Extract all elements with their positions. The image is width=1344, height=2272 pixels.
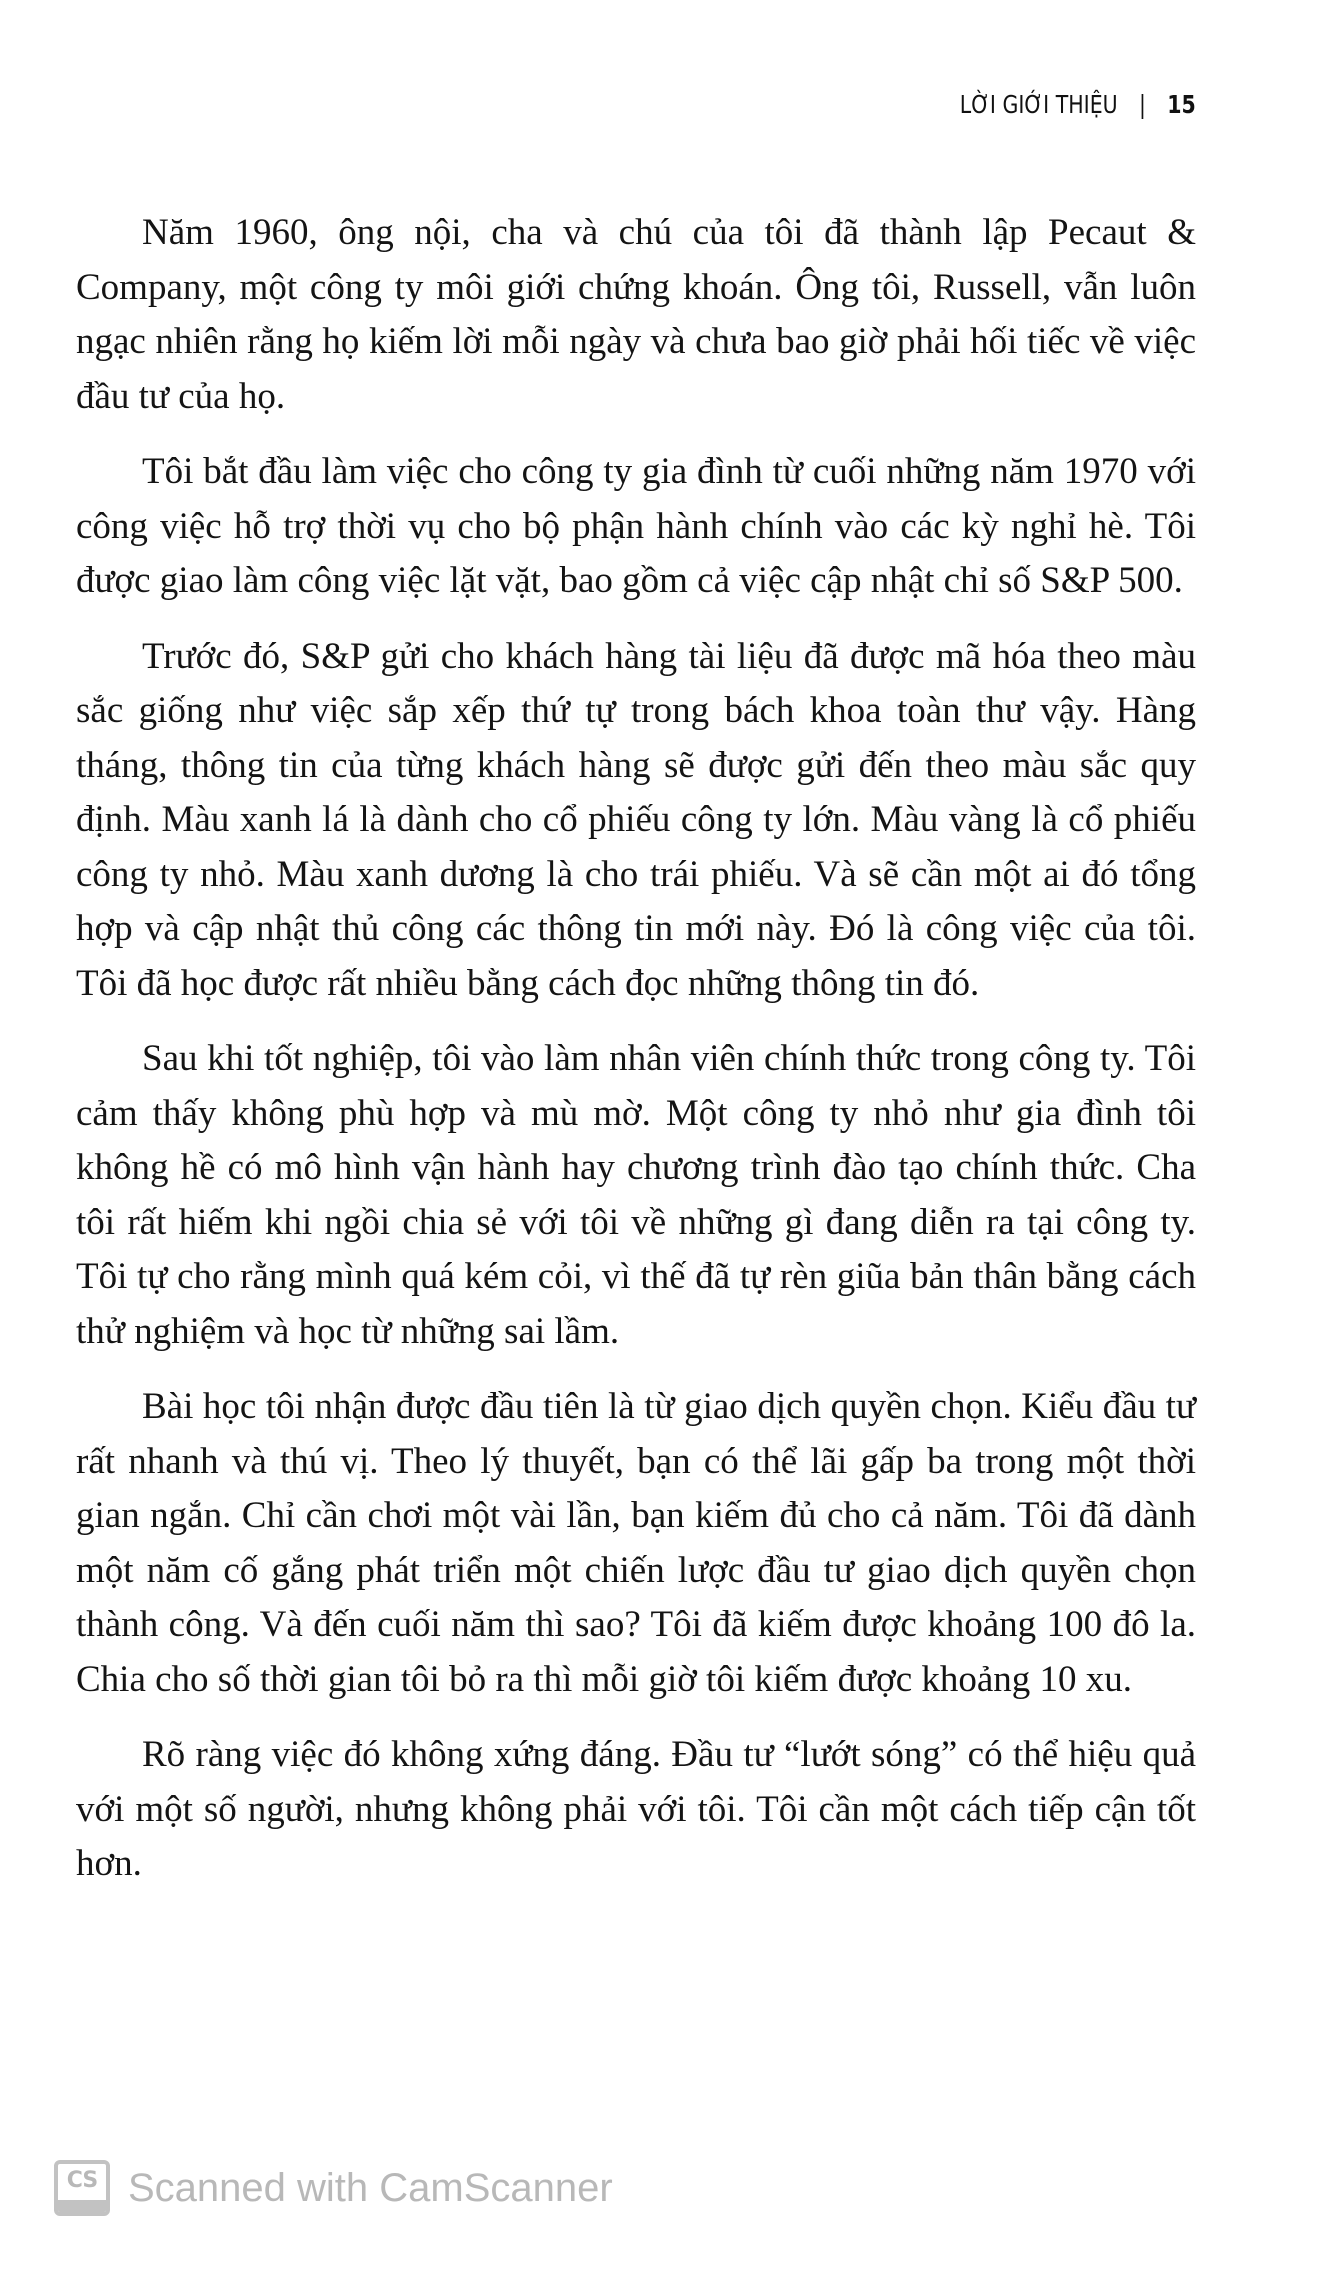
section-title: LỜI GIỚI THIỆU xyxy=(960,90,1118,119)
logo-text: CS xyxy=(66,2168,98,2193)
paragraph: Sau khi tốt nghiệp, tôi vào làm nhân viên chính thức trong công ty. Tôi cảm thấy không phù hợp và mù mờ. Một công ty nhỏ như gia đình tôi không hề có mô hình vận hành hay chương trình đào tạo chính thức. Cha tôi rất hiếm khi ngồi chia sẻ với tôi về những gì đang diễn ra tại công ty. Tôi tự cho rằng mình quá kém cỏi, vì thế đã tự rèn giũa bản thân bằng cách thử nghiệm và học từ những sai lầm. xyxy=(76,1038,1196,1352)
watermark-text: Scanned with CamScanner xyxy=(128,2165,613,2210)
paragraph: Rõ ràng việc đó không xứng đáng. Đầu tư “lướt sóng” có thể hiệu quả với một số người, nhưng không phải với tôi. Tôi cần một cách tiếp cận tốt hơn. xyxy=(76,1734,1196,1884)
logo-bar xyxy=(58,2200,106,2212)
paragraph: Bài học tôi nhận được đầu tiên là từ giao dịch quyền chọn. Kiểu đầu tư rất nhanh và thú vị. Theo lý thuyết, bạn có thể lãi gấp ba trong một thời gian ngắn. Chỉ cần chơi một vài lần, bạn kiếm đủ cho cả năm. Tôi đã dành một năm cố gắng phát triển một chiến lược đầu tư giao dịch quyền chọn thành công. Và đến cuối năm thì sao? Tôi đã kiếm được khoảng 100 đô la. Chia cho số thời gian tôi bỏ ra thì mỗi giờ tôi kiếm được khoảng 10 xu. xyxy=(76,1386,1196,1700)
running-header xyxy=(960,90,1196,119)
body-text xyxy=(76,206,1196,1913)
header-separator: | xyxy=(1139,90,1147,119)
camscanner-watermark xyxy=(54,2160,613,2216)
paragraph: Tôi bắt đầu làm việc cho công ty gia đình từ cuối những năm 1970 với công việc hỗ trợ thời vụ cho bộ phận hành chính vào các kỳ nghỉ hè. Tôi được giao làm công việc lặt vặt, bao gồm cả việc cập nhật chỉ số S&P 500. xyxy=(76,451,1196,601)
paragraph: Năm 1960, ông nội, cha và chú của tôi đã thành lập Pecaut & Company, một công ty môi giới chứng khoán. Ông tôi, Russell, vẫn luôn ngạc nhiên rằng họ kiếm lời mỗi ngày và chưa bao giờ phải hối tiếc về việc đầu tư của họ. xyxy=(76,212,1196,417)
camscanner-logo-icon xyxy=(54,2160,110,2216)
page-number: 15 xyxy=(1167,90,1196,119)
paragraph: Trước đó, S&P gửi cho khách hàng tài liệu đã được mã hóa theo màu sắc giống như việc sắp xếp thứ tự trong bách khoa toàn thư vậy. Hàng tháng, thông tin của từng khách hàng sẽ được gửi đến theo màu sắc quy định. Màu xanh lá là dành cho cổ phiếu công ty lớn. Màu vàng là cổ phiếu công ty nhỏ. Màu xanh dương là cho trái phiếu. Và sẽ cần một ai đó tổng hợp và cập nhật thủ công các thông tin mới này. Đó là công việc của tôi. Tôi đã học được rất nhiều bằng cách đọc những thông tin đó. xyxy=(76,635,1196,1004)
